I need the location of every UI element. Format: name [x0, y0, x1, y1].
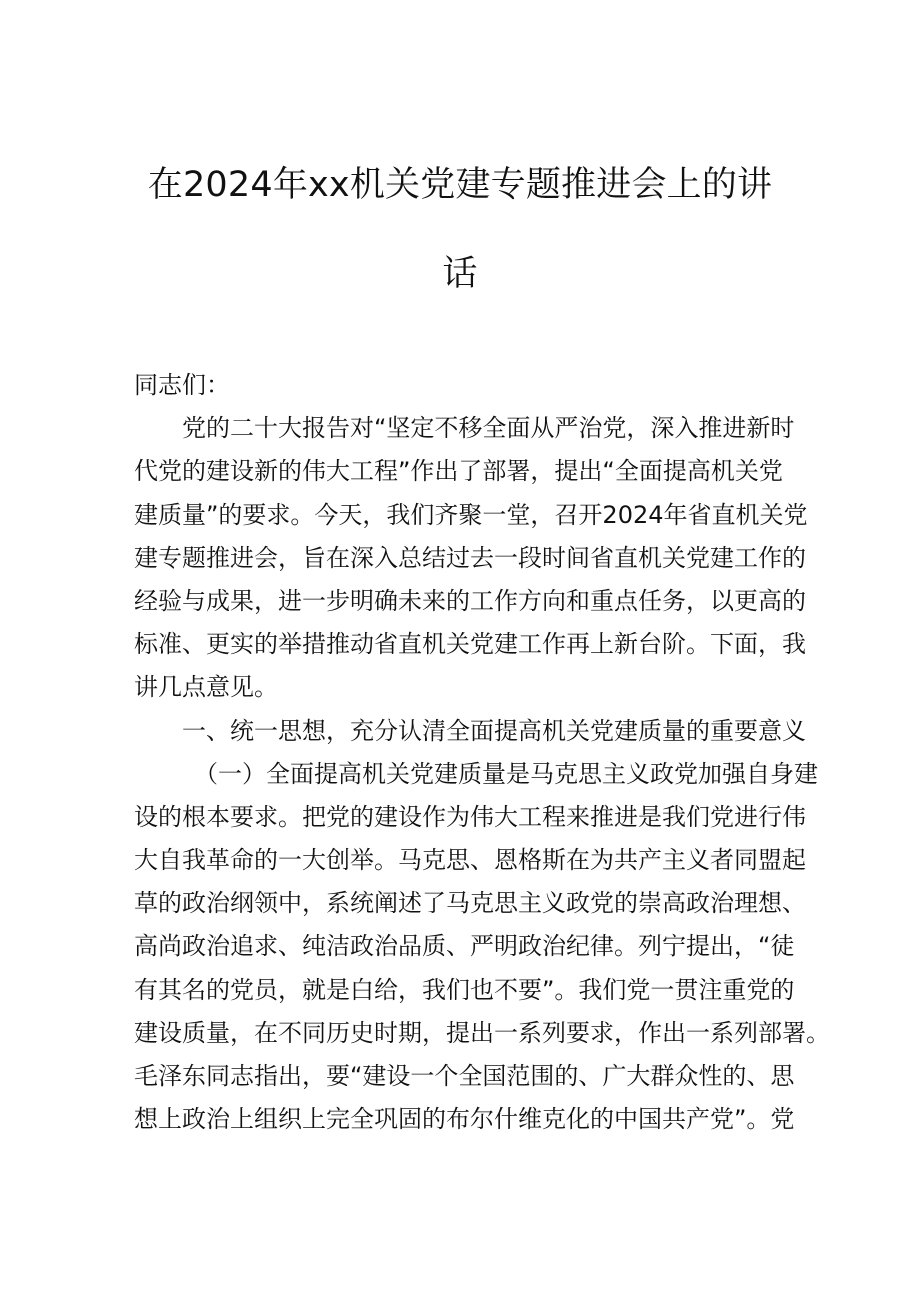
- document-title-line-1: 在2024年xx机关党建专题推进会上的讲: [147, 165, 773, 205]
- paragraph-line: 有其名的党员，就是白给，我们也不要”。我们党一贯注重党的: [134, 975, 795, 1004]
- paragraph-line: 标准、更实的举措推动省直机关党建工作再上新台阶。下面，我: [134, 630, 806, 659]
- section-heading: 一、统一思想，充分认清全面提高机关党建质量的重要意义: [182, 716, 806, 745]
- document-title-line-2: 话: [442, 254, 478, 294]
- paragraph-line: 党的二十大报告对“坚定不移全面从严治党，深入推进新时: [182, 414, 795, 443]
- salutation: 同志们：: [134, 371, 230, 399]
- paragraph-line: 代党的建设新的伟大工程”作出了部署，提出“全面提高机关党: [134, 457, 783, 486]
- paragraph-line: 讲几点意见。: [134, 673, 278, 702]
- paragraph-line: 大自我革命的一大创举。马克思、恩格斯在为共产主义者同盟起: [134, 846, 806, 875]
- paragraph-line: 经验与成果，进一步明确未来的工作方向和重点任务，以更高的: [134, 586, 806, 615]
- paragraph-line: 建专题推进会，旨在深入总结过去一段时间省直机关党建工作的: [134, 543, 806, 572]
- paragraph-line: 设的根本要求。把党的建设作为伟大工程来推进是我们党进行伟: [134, 802, 806, 831]
- document-body: [134, 364, 830, 1141]
- paragraph-line: （一）全面提高机关党建质量是马克思主义政党加强自身建: [194, 759, 818, 788]
- paragraph-line: 建设质量，在不同历史时期，提出一系列要求，作出一系列部署。: [134, 1018, 830, 1047]
- paragraph-line: 建质量”的要求。今天，我们齐聚一堂，召开2024年省直机关党: [134, 500, 808, 529]
- paragraph-line: 草的政治纲领中，系统阐述了马克思主义政党的崇高政治理想、: [134, 889, 806, 918]
- paragraph-line: 想上政治上组织上完全巩固的布尔什维克化的中国共产党”。党: [134, 1105, 795, 1134]
- paragraph-line: 毛泽东同志指出，要“建设一个全国范围的、广大群众性的、思: [134, 1062, 795, 1090]
- paragraph-line: 高尚政治追求、纯洁政治品质、严明政治纪律。列宁提出，“徒: [134, 932, 795, 961]
